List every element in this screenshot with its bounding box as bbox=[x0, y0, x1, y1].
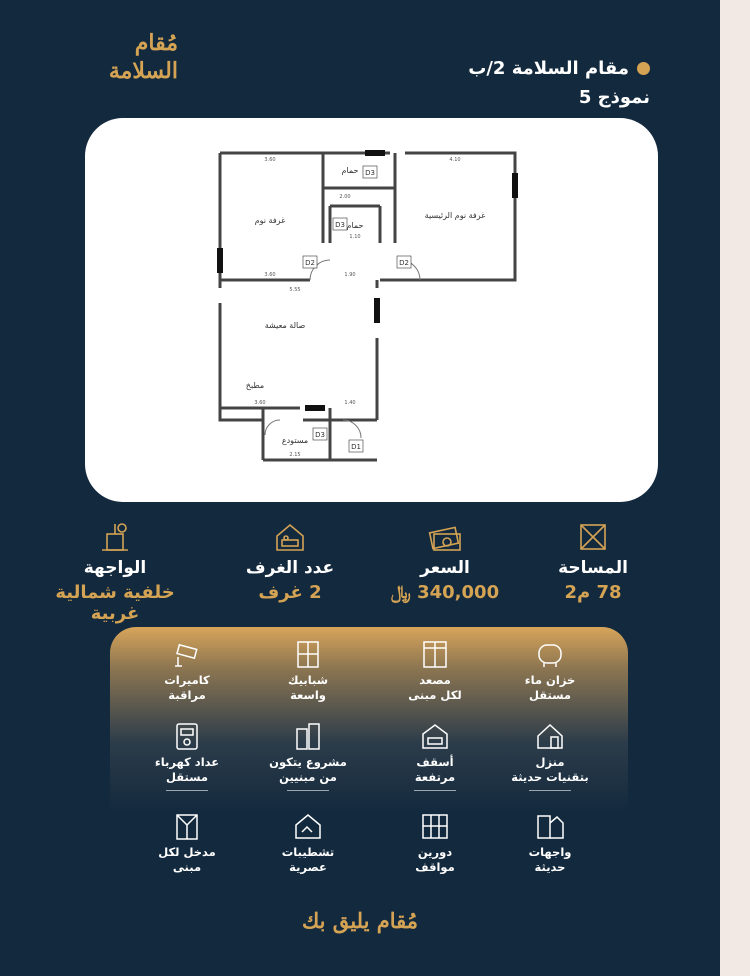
project-name: مقام السلامة 2/ب bbox=[468, 58, 629, 79]
feature-item bbox=[132, 639, 242, 703]
feature-item bbox=[495, 639, 605, 703]
project-header bbox=[468, 58, 650, 79]
brand-line-1: مُقام bbox=[134, 30, 178, 56]
divider bbox=[529, 790, 571, 791]
door-marker bbox=[333, 218, 347, 230]
door-marker bbox=[397, 256, 411, 268]
features-panel bbox=[110, 627, 628, 917]
windows-icon bbox=[293, 639, 323, 669]
dim-label: 1.90 bbox=[344, 272, 356, 278]
door-marker bbox=[349, 440, 363, 452]
door-marker bbox=[313, 428, 327, 440]
svg-text:D3: D3 bbox=[315, 431, 325, 439]
stat-facade bbox=[40, 520, 190, 624]
model-label: نموذج 5 bbox=[578, 87, 650, 108]
floor-plan bbox=[215, 148, 525, 468]
feature-label: شبابيك واسعة bbox=[287, 673, 329, 702]
stat-price bbox=[370, 520, 520, 603]
feature-label: أسقف مرتفعة bbox=[414, 755, 456, 784]
electric-meter-icon bbox=[172, 721, 202, 751]
dim-label: 4.10 bbox=[449, 157, 461, 163]
price-icon bbox=[428, 520, 462, 554]
parking-icon bbox=[420, 811, 450, 841]
svg-text:D3: D3 bbox=[335, 221, 345, 229]
smart-home-icon bbox=[535, 721, 565, 751]
feature-item bbox=[132, 811, 242, 875]
rooms-icon bbox=[273, 520, 307, 554]
dim-label: 1.10 bbox=[349, 234, 361, 240]
feature-label: دورين مواقف bbox=[415, 845, 455, 874]
door-marker bbox=[363, 166, 377, 178]
dim-label: 5.55 bbox=[289, 287, 301, 293]
stat-value: 2 غرف bbox=[258, 582, 322, 603]
dim-label: 2.15 bbox=[289, 452, 301, 458]
room-bath-1: حمام bbox=[341, 166, 359, 175]
feature-label: واجهات حديثة bbox=[528, 845, 572, 874]
feature-label: مشروع يتكون من مبنيين bbox=[269, 755, 347, 784]
dim-label: 3.60 bbox=[254, 400, 266, 406]
stat-value: خلفية شمالية غربية bbox=[55, 582, 175, 624]
finishing-icon bbox=[293, 811, 323, 841]
room-storage: مستودع bbox=[281, 436, 309, 445]
brand-logo bbox=[68, 30, 178, 90]
divider bbox=[166, 790, 208, 791]
stat-value: 340,000 ﷼ bbox=[390, 582, 500, 603]
modern-facade-icon bbox=[535, 811, 565, 841]
brand-line-2: السلامة bbox=[108, 58, 178, 84]
svg-text:D1: D1 bbox=[351, 443, 361, 451]
room-bedroom: غرفة نوم bbox=[254, 216, 286, 225]
feature-label: عداد كهرباء مستقل bbox=[154, 755, 220, 784]
stat-label: السعر bbox=[420, 558, 470, 578]
door-marker bbox=[303, 256, 317, 268]
elevator-icon bbox=[420, 639, 450, 669]
room-living: صالة معيشة bbox=[264, 321, 306, 330]
bullet-icon bbox=[637, 62, 650, 75]
stat-label: الواجهة bbox=[83, 558, 147, 578]
dim-label: 3.60 bbox=[264, 272, 276, 278]
room-kitchen: مطبخ bbox=[245, 381, 265, 390]
feature-item bbox=[495, 721, 605, 791]
stat-rooms bbox=[215, 520, 365, 603]
stat-area bbox=[518, 520, 668, 603]
tagline: مُقام يليق بك bbox=[301, 908, 419, 933]
feature-item bbox=[253, 811, 363, 875]
feature-label: مدخل لكل مبنى bbox=[158, 845, 216, 874]
water-tank-icon bbox=[535, 639, 565, 669]
svg-text:D3: D3 bbox=[365, 169, 375, 177]
high-ceiling-icon bbox=[420, 721, 450, 751]
room-master-bedroom: غرفة نوم الرئيسية bbox=[424, 211, 486, 220]
stat-value: 78 م2 bbox=[564, 582, 622, 603]
feature-label: خزان ماء مستقل bbox=[524, 673, 576, 702]
facade-icon bbox=[98, 520, 132, 554]
camera-icon bbox=[172, 639, 202, 669]
feature-item bbox=[253, 639, 363, 703]
entrance-icon bbox=[172, 811, 202, 841]
room-bath-2: حمام bbox=[346, 221, 364, 230]
feature-item bbox=[380, 639, 490, 703]
feature-item bbox=[253, 721, 363, 791]
divider bbox=[414, 790, 456, 791]
stats-row bbox=[40, 520, 680, 624]
dim-label: 2.00 bbox=[339, 194, 351, 200]
stat-label: عدد الغرف bbox=[245, 558, 335, 578]
area-icon bbox=[576, 520, 610, 554]
feature-item bbox=[132, 721, 242, 791]
feature-label: تشطيبات عصرية bbox=[281, 845, 335, 874]
floor-plan-card bbox=[85, 118, 658, 502]
feature-item bbox=[380, 721, 490, 791]
dim-label: 3.60 bbox=[264, 157, 276, 163]
stat-label: المساحة bbox=[558, 558, 628, 578]
feature-label: كاميرات مراقبة bbox=[164, 673, 210, 702]
dim-label: 1.40 bbox=[344, 400, 356, 406]
feature-item bbox=[495, 811, 605, 875]
svg-text:D2: D2 bbox=[399, 259, 409, 267]
svg-text:D2: D2 bbox=[305, 259, 315, 267]
two-buildings-icon bbox=[293, 721, 323, 751]
feature-item bbox=[380, 811, 490, 875]
feature-label: مصعد لكل مبنى bbox=[408, 673, 462, 702]
feature-label: منزل بتقنيات حديثة bbox=[511, 755, 589, 784]
divider bbox=[287, 790, 329, 791]
